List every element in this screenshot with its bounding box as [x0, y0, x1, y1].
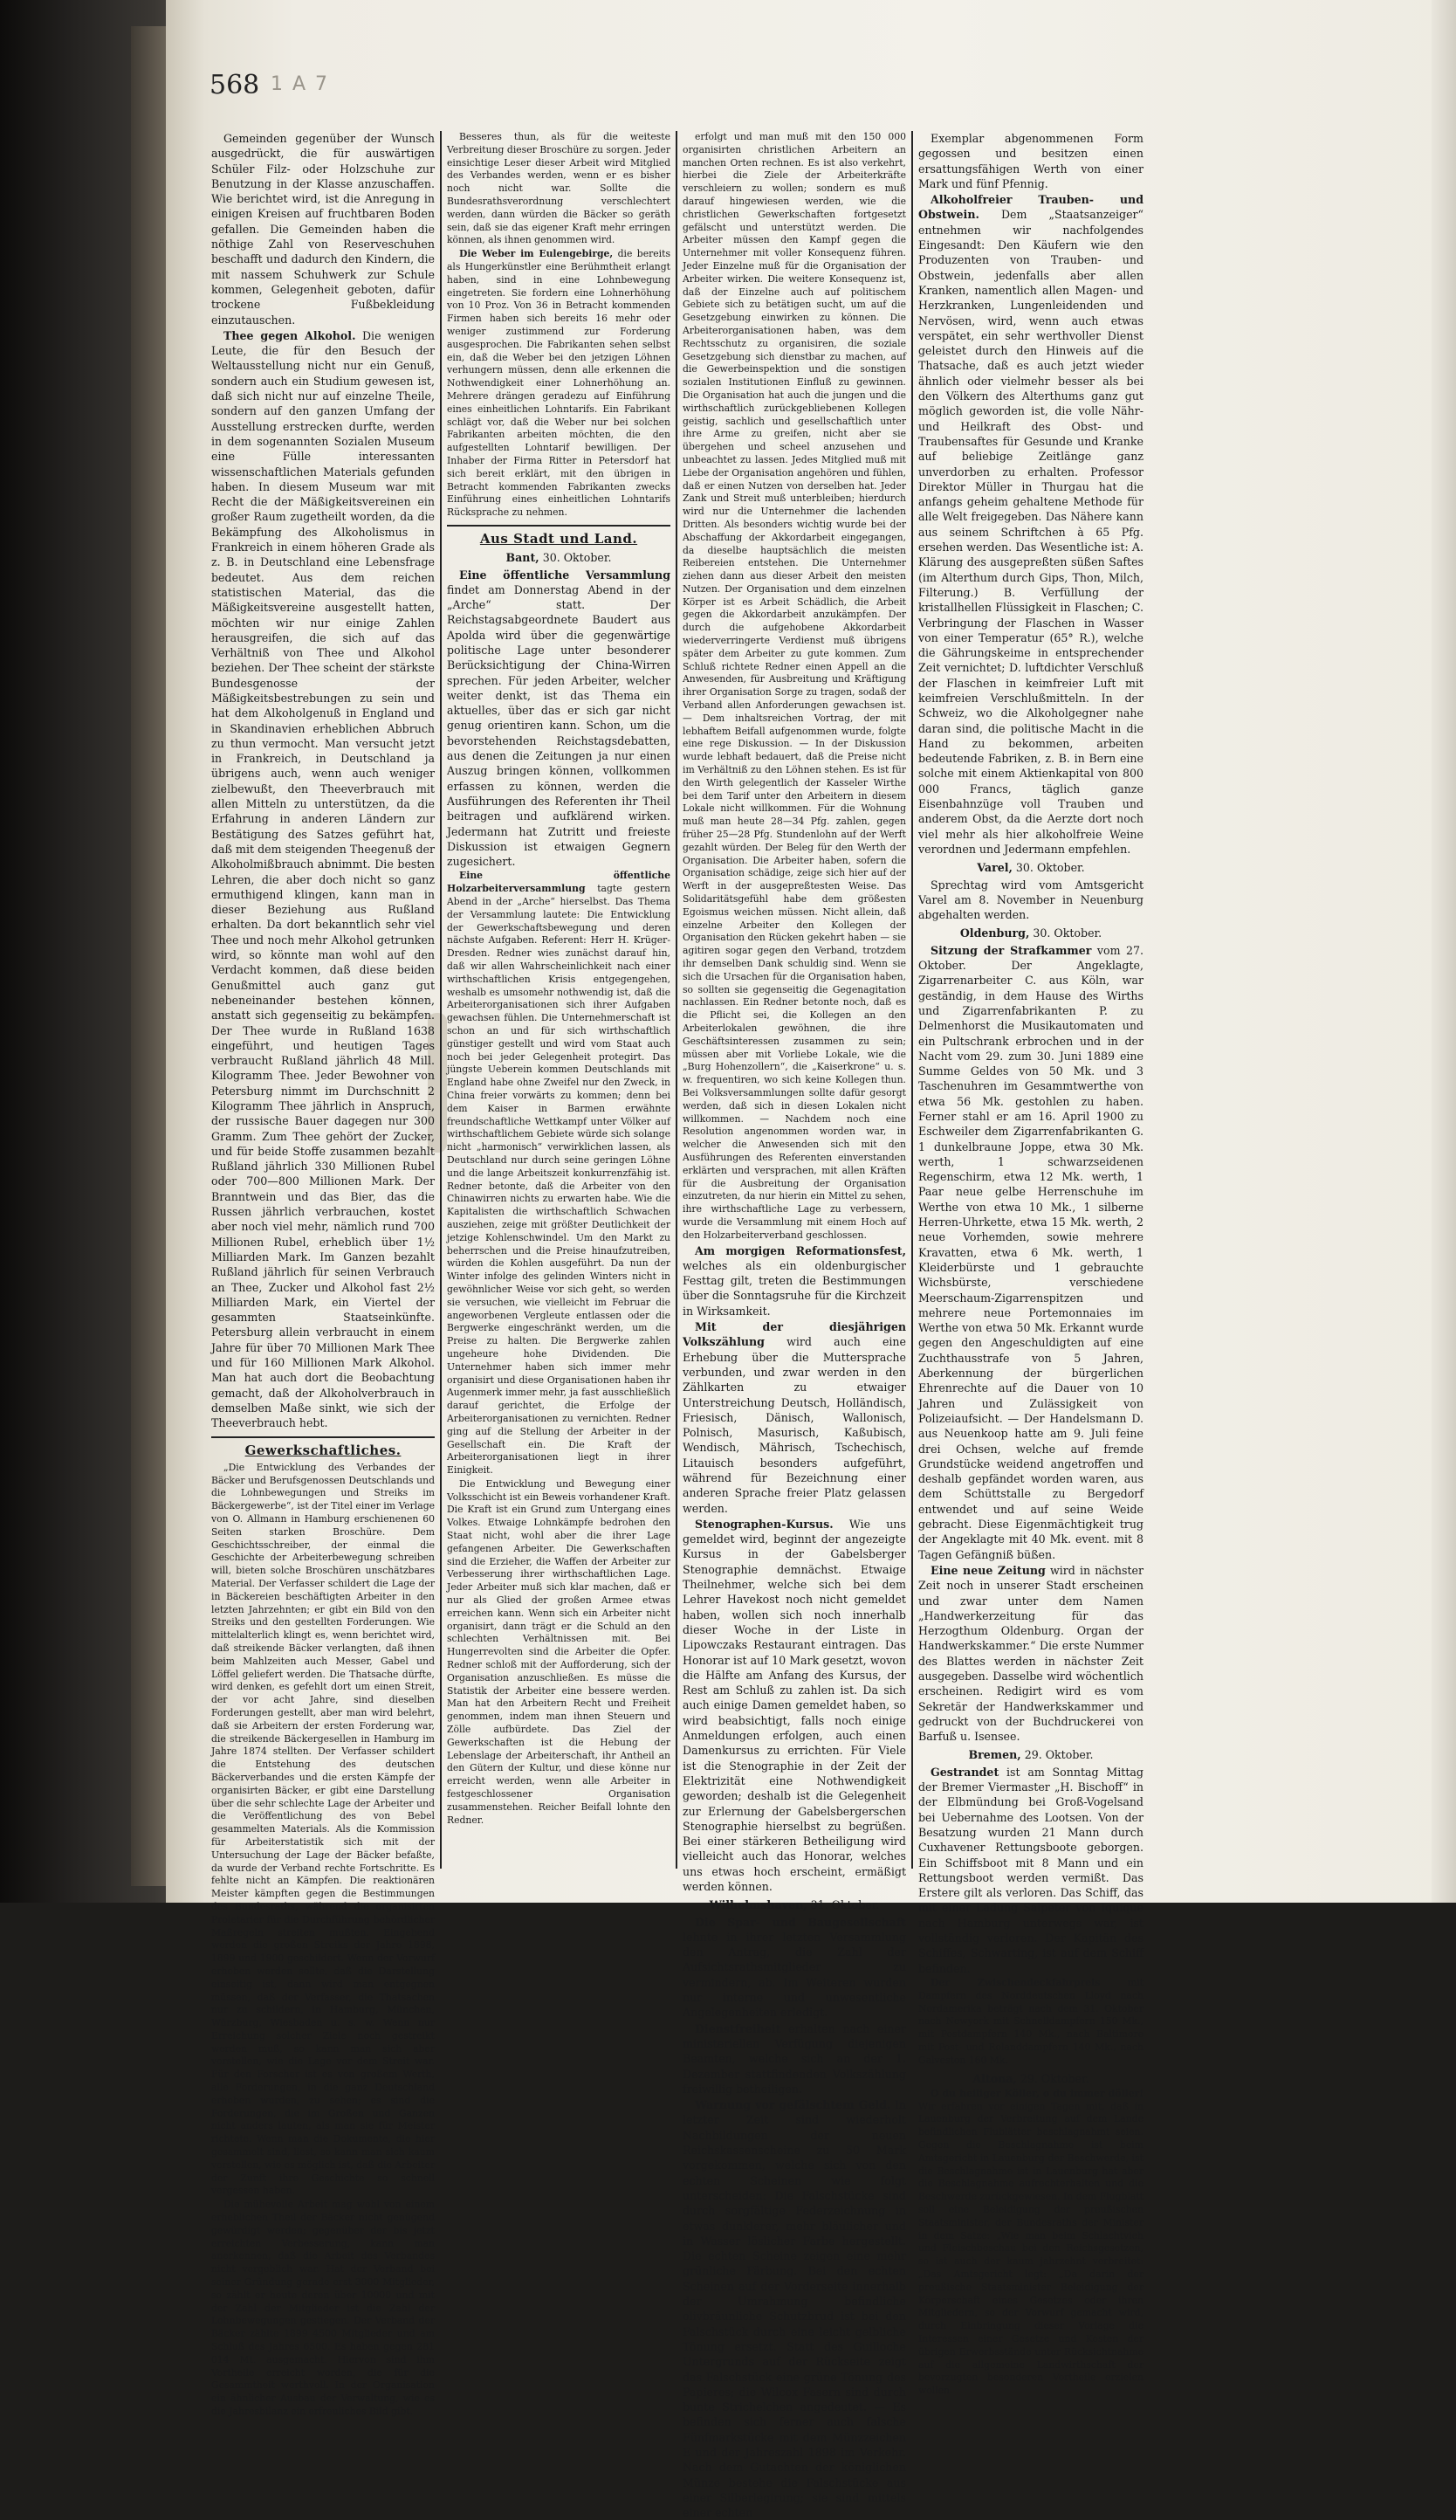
article-falschgeld-lead: Warnung vor gefälschtem Geld.	[695, 2098, 891, 2112]
article-obstwein-lead: Alkoholfreier Trauben- und Obstwein.	[918, 193, 1144, 222]
newspaper-page	[166, 0, 1456, 2520]
dateline-place: Wilhelmshaven,	[709, 1898, 807, 1912]
article-stenographen-body: Wie uns gemeldet wird, beginnt der angezeigte Kursus in der Gabelsberger Stenographie demnächst. Etwaige Theilnehmer, welche sich bei dem Lehrer Havekost noch nicht gemeldet haben, wollen sich noch innerhalb dieser Woche in der Liste in Lipowczaks Restaurant eintragen. Das Honorar ist auf 10 Mark gesetzt, wovon die Hälfte am Anfang des Kursus, der Rest am Schluß zu zahlen ist. Da sich auch einige Damen gemeldet haben, so wird beabsichtigt, falls noch einige Anmeldungen erfolgen, auch einen Damenkursus zu errichten. Für Viele ist die Stenographie in der Zeit der Elektrizität eine Nothwendigkeit geworden; deshalb ist die Gelegenheit zur Erlernung der Gabelsbergerschen Stenographie hierselbst zu begrüßen. Bei einer stärkeren Betheiligung wird vielleicht auch das Honorar, welches uns etwas hoch erscheint, ermäßigt werden können.	[683, 1517, 906, 1893]
article-thee-body: Die wenigen Leute, die für den Besuch der Weltausstellung nicht nur ein Genuß, sondern auch ein Studium gewesen ist, daß sich nicht nur auf einzelne Theile, sondern auf den ganzen Umfang der Ausstellung erstrecken durfte, werden in dem sogenannten Sozialen Museum eine Fülle interessanten wissenschaftlichen Materials gefunden haben. In diesem Museum war mit Recht die der Mäßigkeitsvereinen ein großer Raum zugetheilt worden, da die Bekämpfung des Alkoholismus in Frankreich in einem höheren Grade als z. B. in Deutschland eine Lebensfrage bedeutet. Aus dem reichen statistischen Material, das die Mäßigkeitsvereine ausgestellt hatten, möchten wir nur einige Zahlen herausgreifen, die sich auf das Verhältniß von Thee und Alkohol beziehen. Der Thee scheint der stärkste Bundesgenosse der Mäßigkeitsbestrebungen zu sein und hat dem Alkoholgenuß in England und in Skandinavien erheblichen Abbruch zu thun vermocht. Man versucht jetzt in Frankreich, in Deutschland ja übrigens auch, wenn auch weniger zielbewußt, den Theeverbrauch mit allen Mitteln zu unterstützen, da die Erfahrung in anderen Ländern zur Bestätigung des Satzes geführt hat, daß mit dem steigenden Theegenuß der Alkoholmißbrauch abnimmt. Die besten Lehren, die aber doch nicht so ganz ermuthigend klingen, kann man in dieser Beziehung aus Rußland erhalten. Da dort bekanntlich sehr viel Thee und noch mehr Alkohol getrunken wird, so könnte man wohl auf den Verdacht kommen, daß diese beiden Genußmittel auch ganz gut nebeneinander bestehen können, anstatt sich gegenseitig zu bekämpfen. Der Thee wurde in Rußland 1638 eingeführt, und heutigen Tages verbraucht Rußland jährlich 48 Mill. Kilogramm Thee. Jeder Bewohner von Petersburg nimmt im Durchschnitt 2 Kilogramm Thee jährlich in Anspruch, der russische Bauer dagegen nur 300 Gramm. Zum Thee gehört der Zucker, und für beide Stoffe zusammen bezahlt Rußland jährlich 330 Millionen Rubel oder 700—800 Millionen Mark. Der Branntwein und das Bier, das die Russen jährlich verbrauchen, kostet aber noch viel mehr, nämlich rund 700 Millionen Rubel, erheblich über 1½ Milliarden Mark. Im Ganzen bezahlt Rußland jährlich für seinen Verbrauch an Thee, Zucker und Alkohol fast 2½ Milliarden Mark, ein Viertel der gesammten Staatseinkünfte. Petersburg allein verbraucht in einem Jahre für über 70 Millionen Mark Thee und für 160 Millionen Mark Alkohol. Man hat auch dort die Beobachtung gemacht, daß der Alkoholverbrauch in demselben Maße sinkt, wie sich der Theeverbrauch hebt.	[211, 328, 435, 1430]
dateline-bant	[447, 550, 670, 565]
dateline-place: Altona,	[972, 2071, 1017, 2085]
column-2	[442, 131, 677, 1869]
article-reformation-lead: Am morgigen Reformationsfest,	[695, 1243, 906, 1257]
dateline-place: Oldenburg,	[959, 926, 1030, 940]
article-holzarbeiter-lead: Eine öffentliche Holzarbeiterversammlung	[447, 870, 670, 895]
article-fahrpreis-body: mit Dampfern des Norddeutschen Lloyd nach Nordamerika beträgt nach dem 31. Oktober nach Newyork mit Schnelldampfern 150 Mk., mit Postdampfern 140 Mk., nach Baltimore mit Post- und Rolanddampfern 140 Mk., nach Galveston 160 Mk.	[918, 1976, 1144, 2066]
dateline-bremen	[918, 1747, 1144, 1762]
article-thee-lead: Thee gegen Alkohol.	[223, 328, 356, 342]
article-koeller-body: Wir erfahren vor einigen Tagen mit, daß in Lauenburg der Verbreitung auf dem Lande befindlichen Flublätter beschlagnahmt seien. Gegen die Beschlagnahme ist beim Amtsgericht in Lauenburg der Beschwerde, ist die Beschlagnahme ist in Lauenburg hat aber die Beschlagnahme aufrechterhalten und die Beschwerde zurückgewiesen. In dem Flugblatt soll eine Beleidigung der preußischen Staatsminister, der Bundesraths der Minister in dem Satze: „Wie man beim Schlachtvieh und Fleischbeschau bei den Reichsgesetzen, so ist auch der kaum jahrzehnt verbreitet: „Das Amtsgericht legt: „Da darin der preußische Staatsminister Beleidigung der Körperschaft eines Gesetzes oder ihren Mitgliedern, so der Vorwurf gemacht wird, durch Einbringung dieser Vorlage die Interessen einer Gesetze und Kosten der übrigen Erwerbsstände unter Rücksichtnahme auf die allgemeine Landwirthschaft der bevorzugten besonderen Vortheile erzielen wollen.	[918, 2100, 1144, 2397]
dateline-place: Bremen,	[968, 1748, 1021, 1762]
pencil-mark: 1 A 7	[271, 73, 330, 95]
dateline-date: 29. Oktober.	[1020, 2071, 1089, 2085]
article-versammlung-body: findet am Donnerstag Abend in der „Arche“ statt. Der Reichstagsabgeordnete Baudert aus Apolda wird über die gegenwärtige politische Lage unter besonderer Berücksichtigung der China-Wirren sprechen. Für jeden Arbeiter, welcher weiter denkt, ist das Thema ein aktuelles, über das er sich gar nicht genug orientiren kann. Schon, um die bevorstehenden Reichstagsdebatten, aus denen die Zeitungen ja nur einen Auszug bringen können, vollkommen erfassen zu können, werden die Ausführungen des Referenten ihr Theil beitragen und aufklärend wirken. Jedermann hat Zutritt und freieste Diskussion ist etwaigen Gegnern zugesichert.	[447, 582, 670, 869]
article-dienstfreiheit	[683, 2021, 906, 2097]
article-obstwein	[918, 192, 1144, 857]
dateline-date: 31. Oktober.	[810, 1898, 880, 1912]
dateline-date: 30. Oktober.	[1033, 926, 1102, 940]
article-gestrandet	[918, 1765, 1144, 1976]
article-weber-body: die bereits als Hungerkünstler eine Berühmtheit erlangt haben, sind in eine Lohnbewegung eingetreten. Sie fordern eine Lohnerhöhung von 10 Proz. Von 36 in Betracht kommenden Firmen haben sich bereits 16 mehr oder weniger zustimmend zur Forderung ausgesprochen. Die Fabrikanten sehen selbst ein, daß die Weber bei den jetzigen Löhnen verhungern müssen, denn alle erkennen die Nothwendigkeit einer Lohnerhöhung an. Mehrere drängen geradezu auf Einführung eines einheitlichen Lohntarifs. Ein Fabrikant schlägt vor, daß die Weber nur bei solchen Fabrikanten arbeiten möchten, die den aufgestellten Lohntarif bewilligen. Der Inhaber der Firma Ritter in Petersdorf hat sich bereit erklärt, mit den übrigen in Betracht kommenden Fabrikanten zwecks Einführung eines einheitlichen Lohntarifs Rücksprache zu nehmen.	[447, 248, 670, 519]
article-gestrandet-lead: Gestrandet	[931, 1765, 999, 1779]
dateline-date: 29. Oktober.	[1024, 1748, 1094, 1762]
article-baugesellschaft-lead: Die Spar- und Baugesellschaft	[695, 1915, 906, 1929]
column-3	[677, 131, 913, 2520]
article-dienstfreiheit-lead: Dienstfreiheit	[695, 2021, 781, 2035]
section-heading-stadt-land: Aus Stadt und Land.	[479, 530, 638, 547]
article-zeitung	[918, 1563, 1144, 1745]
article-volkszaehlung-body: wird auch eine Erhebung über die Muttersprache verbunden, und zwar werden in den Zählkarten zu etwaiger Unterstreichung Deutsch, Holländisch, Friesisch, Dänisch, Wallonisch, Polnisch, Masurisch, Kaßubisch, Wendisch, Mährisch, Tschechisch, Litauisch besonders aufgeführt, während für Bezeichnung einer anderen Sprache freier Platz gelassen werden.	[683, 1335, 906, 1515]
article-gestrandet-body: ist am Sonntag Mittag der Bremer Viermaster „H. Bischoff“ in der Elbmündung bei Groß-Vogelsand bei Uebernahme des Lootsen. Von der Besatzung wurden 21 Mann durch Cuxhavener Rettungsboote geborgen. Ein Schiffsboot mit 8 Mann und ein Rettungsboot werden vermißt. Das Erstere gilt als verloren. Das Schiff, das mit einer Ladung Salpeter von Iquique nach Hamburg unterwegs war, ist vollständig verloren. Der Kapitän des Schiffes, Schwarting, ist auf dem Schiff befinden.	[918, 1765, 1144, 1975]
article-dienstfreiheit-body: erhalten nach einer ministeriellen Verfügung diejenigen Beamten, welche sich an der 1. Dezember stattfindenden Volkszählung freiwillig betheiligen.	[683, 2021, 906, 2096]
article-thee	[211, 328, 435, 1431]
dateline-place: Varel,	[977, 861, 1013, 875]
columns	[206, 131, 1424, 2520]
column-divider	[211, 1436, 435, 1438]
article-fahrpreis	[918, 1977, 1144, 2068]
article-sprechtag: Sprechtag wird vom Amtsgericht Varel am 8. November in Neuenburg abgehalten werden.	[918, 878, 1144, 922]
article-holzarbeiter-body: tagte gestern Abend in der „Arche“ hierselbst. Das Thema der Versammlung lautete: Die Entwicklung der Gewerkschaftsbewegung und deren nächste Aufgaben. Referent: Herr H. Krüger-Dresden. Redner wies zunächst darauf hin, daß wir allen Wahrscheinlichkeit nach einer wirthschaftlichen Krisis entgegengehen, weshalb es umsomehr nothwendig ist, daß die Arbeiterorganisationen sich ihrer Aufgaben gewachsen fühlen. Die Unternehmerschaft ist schon an und für sich wirthschaftlich günstiger gestellt und wird vom Staat auch noch bei jeder Gelegenheit protegirt. Das jüngste Ueberein kommen Deutschlands mit England habe ohne Zweifel nur den Zweck, in China freier vorwärts zu kommen; denn bei dem Kaiser in Barmen erwähnte freundschaftliche Wettkampf unter Völker auf wirthschaftlichem Gebiete würde sich solange nicht „harmonisch“ verwirklichen lassen, als Deutschland nur durch seine geringen Löhne und die lange Arbeitszeit konkurrenzfähig ist. Redner betonte, daß die Arbeiter von den Chinawirren nichts zu erwarten habe. Wie die Kapitalisten die wirthschaftlich Schwachen ausziehen, zeige mit größter Deutlichkeit der jetzige Kohlenschwindel. Um den Markt zu beherrschen und die Preise hinaufzutreiben, würden die Kohlen ausgeführt. Da nun der Winter infolge des gelinden Winters nicht in gewöhnlicher Weise vor sich geht, so werden sie versuchen, wie vielleicht im Februar die angeworbenen Vergleute entlassen oder die Bergwerke eingeschränkt werden, um die Preise zu halten. Die Bergwerke zahlen ungeheure hohe Dividenden. Die Unternehmer haben sich immer mehr organisirt und diese Organisationen haben ihr Augenmerk immer mehr, ja fast ausschließlich darauf gerichtet, die Erfolge der Arbeiterorganisationen zu vernichten. Redner ging auf die Stellung der Arbeiter in der Gesellschaft ein. Die Kraft der Arbeiterorganisationen liegt in ihrer Einigkeit.	[447, 883, 670, 1477]
article-zeitung-body: wird in nächster Zeit noch in unserer Stadt erscheinen und zwar unter dem Namen „Handwerkerzeitung für das Herzogthum Oldenburg. Organ der Handwerkskammer.“ Die erste Nummer des Blattes werden in nächster Zeit ausgegeben. Dasselbe wird wöchentlich erscheinen. Redigirt wird es vom Sekretär der Handwerkskammer und gedruckt von der Buchdruckerei von Barfuß u. Isensee.	[918, 1563, 1144, 1744]
article-weber-lead: Die Weber im Eulengebirge,	[459, 248, 614, 260]
article-holzarbeiter	[447, 870, 670, 1477]
article-reformation	[683, 1243, 906, 1319]
article-stenographen-lead: Stenographen-Kursus.	[695, 1517, 834, 1531]
dateline-altona	[918, 2071, 1144, 2086]
article-strafkammer-body: vom 27. Oktober. Der Angeklagte, Zigarrenarbeiter C. aus Köln, war geständig, in dem Hause des Wirths und Zigarrenfabrikanten P. zu Delmenhorst die Musikautomaten und ein Pultschrank erbrochen und in der Nacht vom 29. zum 30. Juni 1889 eine Summe Geldes von 50 Mk. und 3 Taschenuhren im Gesammtwerthe von etwa 56 Mk. gestohlen zu haben. Ferner stahl er am 16. April 1900 zu Eschweiler dem Zigarrenfabrikanten G. 1 dunkelbraune Joppe, etwa 30 Mk. werth, 1 schwarzseidenen Regenschirm, etwa 12 Mk. werth, 1 Paar neue gelbe Herrenschuhe im Werthe von etwa 10 Mk., 1 silberne Herren-Uhrkette, etwa 15 Mk. werth, 2 neue Vorhemden, sowie mehrere Kravatten, etwa 6 Mk. werth, 1 Kleiderbürste und 1 gebrauchte Wichsbürste, verschiedene Meerschaum-Zigarrenspitzen und mehrere neue Portemonnaies im Werthe von etwa 50 Mk. Erkannt wurde gegen den Angeschuldigten auf eine Zuchthausstrafe von 5 Jahren, Aberkennung der bürgerlichen Ehrenrechte auf die Dauer von 10 Jahren und Zulässigkeit von Polizeiaufsicht. — Der Handelsmann D. aus Neuenkoop hatte am 9. Juli feine drei Ochsen, welche auf fremde Grundstücke weidend angetroffen und deshalb gepfändet worden waren, aus dem Schüttstalle zu Bergedorf entwendet und auf seine Weide gebracht. Diese Eigenmächtigkeit trug der Angeklagte mit 40 Mk. event. mit 8 Tagen Gefängniß büßen.	[918, 943, 1144, 1561]
article-baugesellschaft	[683, 1915, 906, 2021]
dateline-oldenburg	[918, 926, 1144, 940]
article-volkszaehlung	[683, 1319, 906, 1516]
article-obstwein-body: Dem „Staatsanzeiger“ entnehmen wir nachfolgendes Eingesandt: Den Käufern wie den Produzenten von Trauben- und Obstwein, jedenfalls aber allen Kranken, namentlich allen Magen- und Herzkranken, Lungenleidenden und Nervösen, wird, wenn auch etwas verspätet, ein sehr werthvoller Dienst geleistet durch den Hinweis auf die Thatsache, daß es auch jetzt wieder ähnlich oder vielmehr besser als bei den Völkern des Alterthums ganz gut möglich geworden ist, die volle Nähr- und Heilkraft des Obst- und Traubensaftes für Gesunde und Kranke auf beliebige Zeitlänge ganz unverdorben zu erhalten. Professor Direktor Müller in Thurgau hat die anfangs geheim gehaltene Methode für alle Welt freigegeben. Das Nähere kann aus seinem Schriftchen à 65 Pfg. ersehen werden. Das Wesentliche ist: A. Klärung des ausgepreßten süßen Saftes (im Alterthum durch Gips, Thon, Milch, Filterung.) B. Verfüllung der kristallhellen Flüssigkeit in Flaschen; C. Verbringung der Flaschen in Wasser von einer Temperatur (65° R.), welche die Gährungskeime in entsprechender Zeit vernichtet; D. luftdichter Verschluß der Flaschen in keimfreier Luft mit keimfreien Verschlußmitteln. In der Schweiz, wo die Alkoholgegner nahe daran sind, die politische Macht in die Hand zu bekommen, arbeiten bedeutende Fabriken, z. B. in Bern eine solche mit einem Aktienkapital von 800 000 Francs, täglich ganze Eisenbahnzüge voll Trauben und anderem Obst, da die Aerzte dort noch viel mehr als hier alkoholfreie Weine verordnen und Jedermann empfehlen.	[918, 208, 1144, 856]
column-1	[206, 131, 442, 2417]
article-koeller-lead: O du heiliger Köller, o du immer döller!	[931, 2087, 1144, 2099]
article-koeller	[918, 2088, 1144, 2398]
column-divider	[447, 525, 670, 527]
dateline-place: Bant,	[505, 551, 539, 565]
column-4	[913, 131, 1149, 2397]
article-strafkammer	[918, 943, 1144, 1562]
article-schuhe: Gemeinden gegenüber der Wunsch ausgedrückt, die für auswärtigen Schüler Filz- oder Holzschuhe zur Benutzung in der Klasse anzuschaffen. Wie berichtet wird, ist die Anregung in einigen Kreisen auf fruchtbaren Boden gefallen. Die Gemeinden haben die nöthige Zahl von Reserveschuhen beschafft und dadurch den Kindern, die mit nassem Schuhwerk zur Schule kommen, Gelegenheit geboten, dafür trockene Fußbekleidung einzutauschen.	[211, 132, 435, 327]
article-falschgeld	[683, 2097, 906, 2520]
article-falschgeld-end: Exemplar abgenommenen Form gegossen und besitzen einen ersattungsfähigen Werth von einer Mark und fünf Pfennig.	[918, 132, 1144, 190]
article-volkszaehlung-lead: Mit der diesjährigen Volkszählung	[683, 1320, 906, 1349]
page-number: 568	[209, 70, 260, 100]
article-broschuere: Besseres thun, als für die weiteste Verbreitung dieser Broschüre zu sorgen. Jeder einsichtige Leser dieser Arbeit wird Mitglied des Verbandes werden, wenn er es bisher noch nicht war. Sollte die Bundesrathsverordnung verschlechtert werden, dann würden die Bäcker so geräth sein, daß sie das eigener Kraft mehr erringen können, als ihnen genommen wird.	[447, 131, 670, 246]
article-baecker-cont: Die mühevolle Arbeit mag wohl von einem erheblichen Theil der Bäcker nicht genügend gewürdigt werden; gegenüber der bis jetzt erreichten Verbesserung, kann man anerkennen, daß die Arbeit des Verbandes nicht vergeblich war. Hat der Verband bei seiner Gründung gerade erst 3000 Mitglieder, so zählt er heute deren über 10000 und mit der Zahl der Mitglieder ist die Zahl der Lohnbewegungen gestiegen. Der Verband der Bäcker zählte 1899 4500 Mitglieder und am Schluß des Jahres 6500. Es haben gegen 281 014 Mt. ausgemacht. Hiervon sind ihm Vortheile erreicht worden, die für die Gesammtheit werthvoll. In der Organisation ein ähnlicher Ausbau der Verwaltung, wie es die Jahresbilanz ein erfreuliches Bild gibt.	[211, 2199, 435, 2417]
dateline-date: 30. Oktober.	[1015, 861, 1085, 875]
article-stenographen	[683, 1517, 906, 1894]
article-fahrpreis-lead: Der Zwischendeckfahrpreis	[931, 1976, 1101, 1988]
article-baugesellschaft-body: lehnte in ihrer letzten Versammlung den Antrag, die Zahl der Aufsichtsrathsmitglieder zu vermindern, ab. Im Weiteren wurden nur interne und unwesentliche Angelegenheiten erledigt.	[683, 1930, 906, 2020]
article-reformation-body: welches als ein oldenburgischer Festtag gilt, treten die Bestimmungen über die Sonntagsruhe für die Kirchzeit in Wirksamkeit.	[683, 1258, 906, 1318]
article-falschgeld-body: In letzter Zeit sind wiederholt Nachbildungen der neuen Reichskassenscheine zu 50 Mark vorgekommen, welche sich von den echten Scheinen wie folgt unterscheiden: Die Falschstücke sind durch sorgfältige Federzeichnung in etwas dunklerer, mehr bläulicher und in Wasser löslicher Farbe hergestellt. Die echten Scheine zeigen eine mehr grünliche Färbung. Bei den echten Scheinen auf der Vorderseite innerhalb der Umrahmung befindliche olivbräunliche Schutzbrud ist bei den Falschstück durch eine leicht gelbliche Tönung ersetzt. Statt des Guilloche Untergrunds auf der Rückseite zeigt das Falschstück eine grüne Tönung des Papieres; die Wilcox Fasern sind durch bunte Strichelchen angedeutet. — Es befinden sich ferner auch falsche Fünfmarkstücke mit dem Münzzeichen E und der Jahreszahl 1898 im Verkehr. Nach dem Gutachten der königlichen Münze bestehe die Falschstücke aus einer Silberlegirung; sie sind mittels einer echten	[683, 2098, 906, 2520]
dateline-date: 30. Oktober.	[542, 551, 612, 565]
dateline-wilhelmshaven	[683, 1897, 906, 1912]
article-holzarbeiter-cont: Die Entwicklung und Bewegung einer Volksschicht ist ein Beweis vorhandener Kraft. Die Kraft ist ein Grund zum Untergang eines Volkes. Etwaige Lohnkämpfe bedrohen den Staat nicht, wohl aber die ihrer Lage gefangenen Arbeiter. Die Gewerkschaften sind die Erzieher, die Waffen der Arbeiter zur Verbesserung ihrer wirthschaftlichen Lage. Jeder Arbeiter muß sich klar machen, daß er nur als Glied der großen Armee etwas erreichen kann. Wenn sich ein Arbeiter nicht organisirt, dann trägt er die Schuld an den schlechten Verhältnissen mit. Bei Hungerrevolten sind die Arbeiter die Opfer. Redner schloß mit der Aufforderung, sich der Organisation anzuschließen. Es müsse die Statistik der Arbeiter eine bessere werden. Man hat den Arbeitern Recht und Freiheit genommen, indem man ihnen Steuern und Zölle aufbürdete. Das Ziel der Gewerkschaften ist die Hebung der Lebenslage der Arbeiterschaft, ihr Antheil an den Gütern der Kultur, und diese könne nur erreicht werden, wenn alle Arbeiter in festgeschlossener Organisation zusammenstehen. Reicher Beifall lohnte den Redner.	[447, 1477, 670, 1826]
article-weber	[447, 248, 670, 520]
page-edge	[1432, 0, 1456, 1903]
dateline-varel	[918, 860, 1144, 875]
article-zeitung-lead: Eine neue Zeitung	[931, 1563, 1046, 1577]
article-holzarbeiter-end: erfolgt und man muß mit den 150 000 organisirten christlichen Arbeitern an manchen Orten rechnen. Es ist also verkehrt, hierbei die Ziele der Arbeiterkräfte verschleiern zu wollen; sondern es muß darauf hingewiesen werden, wie die christlichen Gewerkschaften fortgesetzt gefälscht und unterstützt werden. Die Arbeiter müssen den Kampf gegen die Unternehmer mit voller Konsequenz führen. Jeder Einzelne muß für die Organisation der Arbeiter wirken. Die weitere Konsequenz ist, daß der Einzelne auch auf politischem Gebiete sich zu betätigen sucht, um auf die Gesetzgebung einwirken zu können. Die Arbeiterorganisationen haben, was dem Rechtsschutz zu organisiren, die soziale Gesetzgebung sich dienstbar zu machen, auf die Gewerbeinspektion und die sonstigen sozialen Institutionen Einfluß zu gewinnen. Die Organisation hat auch die jungen und die wirthschaftlich zurückgebliebenen Kollegen geistig, sachlich und gesellschaftlich unter ihre Arme zu greifen, nicht aber sie übergehen und scheel anzusehen und unbeachtet zu lassen. Jedes Mitglied muß mit Liebe der Organisation angehören und fühlen, daß er einen Nutzen von derselben hat. Jeder Zank und Streit muß unterbleiben; hierdurch wird nur die Unternehmer die lachenden Dritten. Als besonders wichtig wurde bei der Abschaffung der Akkordarbeit eingegangen, da dieselbe hauptsächlich die meisten Reibereien entstehen. Die Unternehmer ziehen dann aus dieser Arbeit den meisten Nutzen. Der Organisation und dem einzelnen Körper ist es Arbeit Schädlich, die Arbeit gegen die Akkordarbeit anzukämpfen. Der durch die aufgehobene Akkordarbeit wiederverringerte Verdienst muß übrigens später dem Arbeiter zu gute kommen. Zum Schluß richtete Redner einen Appell an die Anwesenden, für Ausbreitung und Kräftigung ihrer Organisation Sorge zu tragen, sodaß der Verband allen Anforderungen gewachsen ist. — Dem inhaltsreichen Vortrag, der mit lebhaftem Beifall aufgenommen wurde, folgte eine rege Diskussion. — In der Diskussion wurde lebhaft bedauert, daß die Preise nicht im Verhältniß zu den Löhnen stehen. Es ist für den Wirth gelegentlich der Kasseler Wirthe bei dem Tarif unter den Arbeitern in diesem Lokale nicht willkommen. Für die Wohnung muß man heute 28—34 Pfg. zahlen, gegen früher 25—28 Pfg. Stundenlohn auf der Werft gezahlt würden. Der Beleg für den Werth der Organisation. Die Arbeiter haben, sofern die Organisation schädige, zeige sich hier auf der Werft in der ausgepreßtesten Weise. Das Solidaritätsgefühl habe dem größesten Egoismus weichen müssen. Nicht allein, daß einzelne Arbeiter den Kollegen der Organisation den Rücken gekehrt haben — sie agitiren sogar gegen den Verband, trotzdem ihr demselben Dank schuldig sind. Wenn sie sich die Ursachen für die Organisation haben, so sollten sie gegenseitig die Gegenagitation nachlassen. Ein Redner betonte noch, daß es die Pflicht sei, die Kollegen an den Arbeiterlokalen gewöhnen, die ihre Geschäftsinteressen zusammen zu sein; müssen aber mit Vorliebe Lokale, wie die „Burg Hohenzollern“, die „Kaiserkrone“ u. s. w. frequentiren, wo sich keine Kollegen thun. Bei Volksversammlungen sollte dafür gesorgt werden, daß sich in diesen Lokalen nicht willkommen. — Nachdem noch eine Resolution angenommen worden war, in welcher die Anwesenden sich mit den Ausführungen des Referenten einverstanden erklärten und versprachen, mit allen Kräften für die Ausbreitung der Organisation einzutreten, da nur hierin ein Mittel zu sehen, ihre wirthschaftliche Lage zu verbessern, wurde die Versammlung mit einem Hoch auf den Holzarbeiterverband geschlossen.	[683, 131, 906, 1241]
article-versammlung-lead: Eine öffentliche Versammlung	[459, 568, 670, 582]
section-heading-gewerkschaftliches: Gewerkschaftliches.	[244, 1442, 402, 1458]
article-baecker: „Die Entwicklung des Verbandes der Bäcker und Berufsgenossen Deutschlands und die Lohnbewegungen und Streiks im Bäckergewerbe“, ist der Titel einer im Verlage von O. Allmann in Hamburg erschienenen 60 Seiten starken Broschüre. Dem Geschichtsschreiber, der einmal die Geschichte der Arbeiterbewegung schreiben will, bieten solche Broschüren unschätzbares Material. Der Verfasser schildert die Lage der in Bäckereien beschäftigten Arbeiter in den letzten Jahrzehnten; er gibt ein Bild von den Streiks und den gestellten Forderungen. Wie mittelalterlich klingt es, wenn berichtet wird, daß streikende Bäcker verlangten, daß ihnen beim Mahlzeiten auch Messer, Gabel und Löffel geliefert werden. Die Thatsache dürfte, wird denken, es gefehlt dort um einen Streit, der vor acht Jahre, sind dieselben Forderungen gestellt, aber man wird belehrt, daß sie Arbeitern der ersten Forderung war, die streikende Bäckergesellen in Hamburg im Jahre 1874 stellten. Der Verfasser schildert die Entstehung des deutschen Bäckerverbandes und die ersten Kämpfe der organisirten Bäcker, er gibt eine Darstellung über die sehr schlechte Lage der Arbeiter und die Veröffentlichung des von Bebel gesammelten Materials. Als die Kommission für Arbeiterstatistik sich mit der Untersuchung der Lage der Bäcker befaßte, da wurde der Verband rechte Fortschritte. Es fehlte nicht an Kämpfen. Die reaktionären Meister kämpften gegen die Bestimmungen des Bundesraths, während die organisirten Proletarier für die Durchführung behördlicher Maßregeln streiten mußten. Eingehend werden die großen Streiks der Jahre 1898, 1899 und 1900 geschildert. Wenn der Vorwurf erhoben werden sollte, daß die Darstellung einseitig ist, dann wird man entgegnen müssen, daß der Verfasser, die Thatsachen nur zu schildern, in Hamburg, München, Würzburg, Wiesbaden u. s. w. Wenn nur Erreichung solcher Ziele noch gestreikt werden muß, so kann man sich aber vorstellen, wie die Lage vor dem Streit war. Für den Forscher ist es von großem Werth, alle Forderungen, in die ganz Deutschland erhoben wurden, zu sehen; es sind die Forderungen, die im Großen und Ganzen nicht anders lauten, als man sie für Meister richtete. Wenn man die Dokumente, die hier gesammelt sind, liest, so kann man sich kaum vorstellen, wie es möglich ist, daß die Arbeiter der Zunft ihre Geschichte so schnell vergessen haben.	[211, 1461, 435, 2197]
article-strafkammer-lead: Sitzung der Strafkammer	[931, 943, 1092, 957]
article-versammlung	[447, 568, 670, 870]
